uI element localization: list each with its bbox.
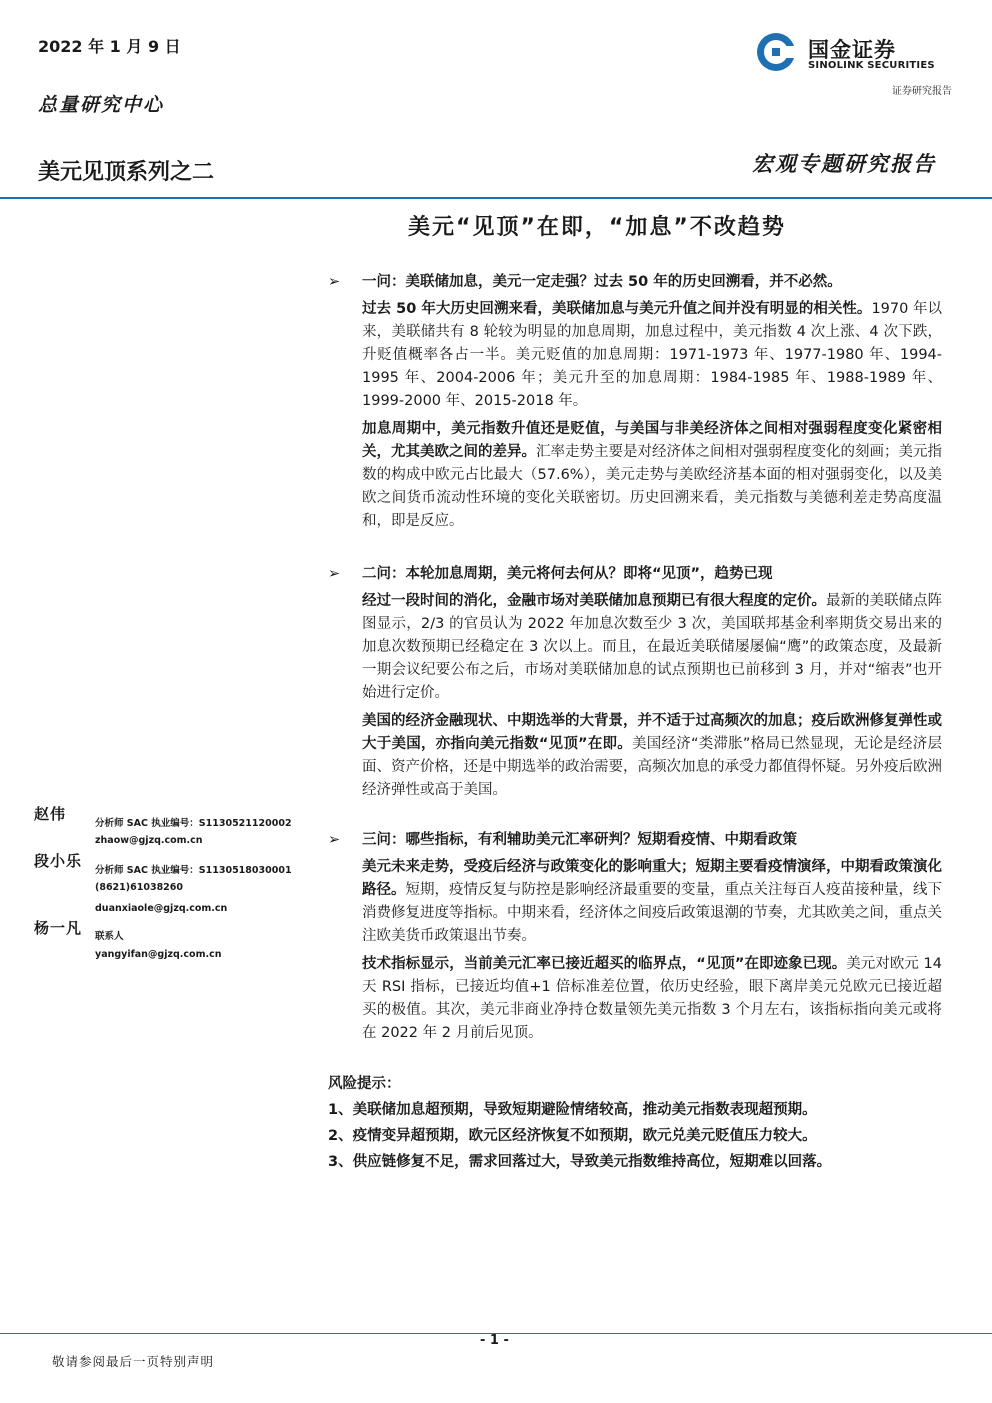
author-email: duanxiaole@gjzq.com.cn	[95, 903, 228, 914]
main-title: 美元“见顶”在即，“加息”不改趋势	[408, 215, 786, 240]
section-3	[328, 829, 942, 1045]
section-question	[328, 829, 942, 851]
author-name: 杨一凡	[34, 919, 83, 937]
section-2	[328, 563, 942, 802]
paragraph-lead: 美元未来走势，受疫后经济与政策变化的影响重大；短期主要看疫情演绎，中期看政策演化路径。	[362, 859, 942, 898]
paragraph-body: 汇率走势主要是对经济体之间相对强弱程度变化的刻画；美元指数的构成中欧元占比最大（57.6%），美元走势与美欧经济基本面的相对强弱变化，以及美欧之间货币流动性环境的变化关联密切。历史回溯来看，美元指数与美德利差走势高度温和，即是反应。	[362, 444, 942, 529]
author-phone: (8621)61038260	[95, 882, 184, 893]
logo-text-en: SINOLINK SECURITIES	[808, 60, 935, 71]
paragraph-body: 短期，疫情反复与防控是影响经济最重要的变量，重点关注每百人疫苗接种量，线下消费修复进度等指标。中期来看，经济体之间疫后政策退潮的节奏，尤其欧美之间，重点关注欧美货币政策退出节奏。	[362, 882, 942, 944]
paragraph-body: 1970 年以来，美联储共有 8 轮较为明显的加息周期，加息过程中，美元指数 4 次上涨、4 次下跌，升贬值概率各占一半。美元贬值的加息周期：1971-1973 年、1977-1980 年、1994-1995 年、2004-2006 年；美元升至的加息周期：1984-1985 年、1988-1989 年、1999-2000 年、2015-2018 年。	[362, 301, 942, 409]
logo-text-cn: 国金证券	[808, 38, 896, 62]
paragraph	[362, 856, 942, 948]
paragraph-lead: 经过一段时间的消化，金融市场对美联储加息预期已有很大程度的定价。	[362, 593, 826, 609]
risk-item: 3、供应链修复不足，需求回落过大，导致美元指数维持高位，短期难以回落。	[328, 1154, 832, 1170]
arrow-bullet-icon: ➢	[328, 274, 341, 290]
company-logo	[756, 30, 946, 76]
sinolink-logo-icon	[756, 32, 796, 72]
question-text: 三问：哪些指标，有利辅助美元汇率研判？短期看疫情、中期看政策	[362, 832, 797, 848]
author-name: 段小乐	[34, 852, 83, 870]
author-name: 赵伟	[34, 805, 67, 823]
paragraph-lead: 过去 50 年大历史回溯来看，美联储加息与美元升值之间并没有明显的相关性。	[362, 301, 872, 317]
report-tag: 证券研究报告	[892, 86, 952, 97]
question-text: 二问：本轮加息周期，美元将何去何从？即将“见顶”，趋势已现	[362, 566, 773, 582]
paragraph	[362, 298, 942, 413]
paragraph	[362, 418, 942, 533]
author-email: yangyifan@gjzq.com.cn	[95, 949, 222, 960]
series-title: 美元见顶系列之二	[38, 160, 215, 185]
paragraph	[362, 953, 942, 1045]
section-question	[328, 271, 942, 293]
paragraph-body: 美国经济“类滞胀”格局已然显现，无论是经济层面、资产价格，还是中期选举的政治需要，高频次加息的承受力都值得怀疑。另外疫后欧洲经济弹性或高于美国。	[362, 736, 942, 798]
risk-section	[328, 1072, 942, 1175]
risk-title: 风险提示：	[328, 1076, 401, 1092]
paragraph-body: 美元对欧元 14 天 RSI 指标，已接近均值+1 倍标准差位置，依历史经验，眼下离岸美元兑欧元已接近超买的极值。其次，美元非商业净持仓数量领先美元指数 3 个月左右，该指标指向美元或将在 2022 年 2 月前后见顶。	[362, 956, 943, 1041]
section-1	[328, 271, 942, 533]
author-credential: 分析师 SAC 执业编号：S1130518030001	[95, 865, 292, 876]
report-type: 宏观专题研究报告	[752, 152, 936, 176]
paragraph	[362, 590, 942, 705]
section-question	[328, 563, 942, 585]
author-credential: 分析师 SAC 执业编号：S1130521120002	[95, 818, 292, 829]
author-role: 联系人	[95, 931, 124, 942]
paragraph-lead: 加息周期中，美元指数升值还是贬值，与美国与非美经济体之间相对强弱程度变化紧密相关，尤其美欧之间的差异。	[362, 421, 942, 460]
risk-item: 1、美联储加息超预期，导致短期避险情绪较高，推动美元指数表现超预期。	[328, 1102, 817, 1118]
header-divider	[0, 197, 992, 199]
paragraph-lead: 美国的经济金融现状、中期选举的大背景，并不适于过高频次的加息；疫后欧洲修复弹性或大于美国，亦指向美元指数“见顶”在即。	[362, 713, 942, 752]
footer-note: 敬请参阅最后一页特别声明	[52, 1354, 215, 1369]
paragraph-lead: 技术指标显示，当前美元汇率已接近超买的临界点，“见顶”在即迹象已现。	[362, 956, 847, 972]
department: 总量研究中心	[38, 94, 165, 116]
arrow-bullet-icon: ➢	[328, 832, 341, 848]
author-email: zhaow@gjzq.com.cn	[95, 835, 203, 846]
question-text: 一问：美联储加息，美元一定走强？过去 50 年的历史回溯看，并不必然。	[362, 274, 842, 290]
paragraph-body: 最新的美联储点阵图显示，2/3 的官员认为 2022 年加息次数至少 3 次，美国联邦基金利率期货交易出来的加息次数预期已经稳定在 3 次以上。而且，在最近美联储屡屡偏“鹰”的政策态度，及最新一期会议纪要公布之后，市场对美联储加息的试点预期也已前移到 3 月，并对“缩表”也开始进行定价。	[362, 593, 942, 701]
page-number: - 1 -	[480, 1333, 509, 1348]
report-date: 2022 年 1 月 9 日	[38, 37, 181, 56]
paragraph	[362, 710, 942, 802]
risk-item: 2、疫情变异超预期，欧元区经济恢复不如预期，欧元兑美元贬值压力较大。	[328, 1128, 817, 1144]
arrow-bullet-icon: ➢	[328, 566, 341, 582]
